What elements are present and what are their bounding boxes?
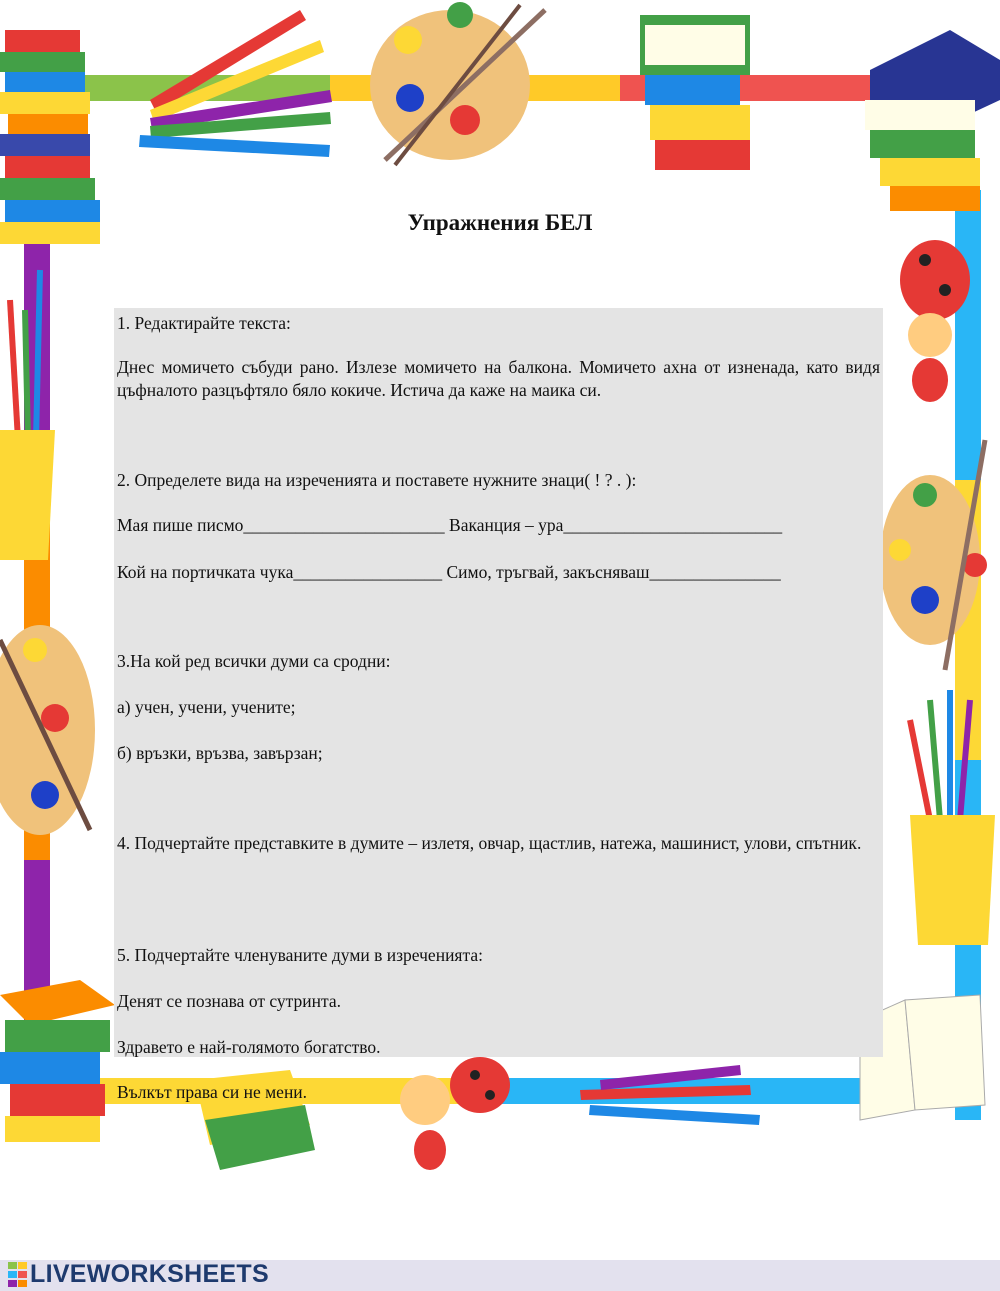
q5-sentence-2: Здравето е най-голямото богатство. bbox=[117, 1037, 381, 1057]
q2-line-2: Кой на портичката чука_________________ Симо, тръгвай, закъсняваш_______________ bbox=[117, 562, 781, 582]
q5-heading: 5. Подчертайте членуваните думи в изреченията: bbox=[117, 945, 483, 965]
liveworksheets-logo-icon bbox=[8, 1262, 28, 1288]
books-top-right-icon bbox=[865, 30, 1000, 211]
pencil-cup-right-icon bbox=[910, 690, 995, 945]
q3-option-a: а) учен, учени, учените; bbox=[117, 697, 296, 717]
q5-sentence-3: Вълкът права си не мени. bbox=[117, 1082, 308, 1102]
palette-left-icon bbox=[0, 625, 95, 835]
ladybug-bottom-icon bbox=[400, 1057, 510, 1170]
books-top-middle-icon bbox=[640, 15, 750, 170]
brand-name[interactable]: LIVEWORKSHEETS bbox=[30, 1260, 269, 1288]
books-bottom-left-icon bbox=[0, 980, 115, 1142]
q2-line-1: Мая пише писмо_______________________ Ваканция – ура_________________________ bbox=[117, 515, 783, 535]
q3-option-b: б) връзки, връзва, завързан; bbox=[117, 743, 323, 763]
q4-text: 4. Подчертайте представките в думите – излетя, овчар, щастлив, натежа, машинист, улови, спътник. bbox=[117, 833, 862, 853]
q5-sentence-1: Денят се познава от сутринта. bbox=[117, 991, 341, 1011]
q2-heading: 2. Определете вида на изреченията и поставете нужните знаци( ! ? . ): bbox=[117, 470, 637, 490]
worksheet-title: Упражнения БЕЛ bbox=[407, 210, 593, 235]
q1-heading: 1. Редактирайте текста: bbox=[117, 313, 291, 333]
q3-heading: 3.На кой ред всички думи са сродни: bbox=[117, 651, 391, 671]
q1-text: Днес момичето събуди рано. Излезе момичето на балкона. Момичето ахна от изненада, като видя цъфналото разцъфтяло бяло кокиче. Истича да каже на маика си. bbox=[117, 357, 880, 400]
palette-top-icon bbox=[370, 2, 545, 165]
